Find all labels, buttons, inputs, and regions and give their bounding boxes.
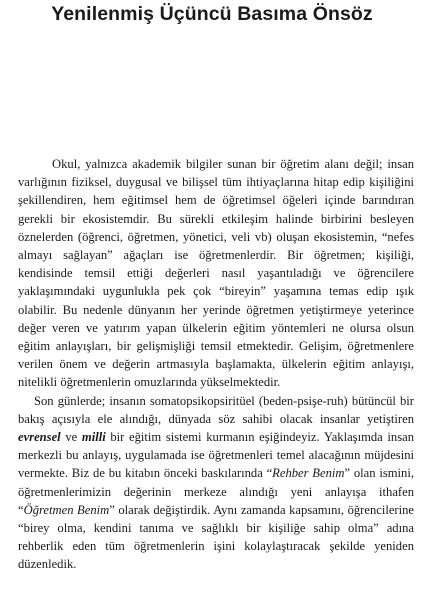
emphasis-milli: milli bbox=[81, 430, 106, 445]
paragraph-2-text: bir eğitim sistemi kurmanın eşiğindeyiz. Yaklaşımda insan merkezli bu anlayış, uygulamada ise öğretmenleri temel alacağının müjdesini vermekte. Biz de bu kitabın önceki baskılarında “ bbox=[18, 430, 415, 481]
preface-body bbox=[18, 155, 414, 574]
paragraph-2-text: Son günlerde; insanın somatopsikopsiritüel (beden-psişe-ruh) bütüncül bir bakış açısıyla ele alındığı, dünyada söz sahibi olacak insanlar yetiştiren bbox=[18, 393, 414, 426]
paragraph-2-text: ve bbox=[60, 430, 82, 445]
paragraph-1: Okul, yalnızca akademik bilgiler sunan bir öğretim alanı değil; insan varlığının fiziksel, duygusal ve bilişsel tüm ihtiyaçlarına hitap edip kişiliğini şekillendiren, hem eğitimsel hem de öğretimsel öğeleri içinde barındıran gerekli bir ekosistemdir. Bu sürekli etkileşim halinde birbirini besleyen öznelerden (öğrenci, öğretmen, yönetici, veli vb) oluşan ekosistemin, “nefes almayı sağlayan” ağaçları ise öğretmenlerdir. Bir öğretmen; kişiliği, kendisinde temsil ettiği değerleri nasıl yaşantıladığı ve öğrencilere yaklaşımındaki uygunlukla pek çok “bireyin” yaşamına temas edip ışık olabilir. Bu nedenle dünyanın her yerinde öğretmen yetiştirmeye yeterince değer veren ve yatırım yapan ülkelerin eğitim yöntemleri ne olursa olsun eğitim anlayışları, bir gelişmişliği temsil etmektedir. Gelişim, öğretmenlere verilen önem ve değerin artmasıyla başlamakta, ülkelerin eğitim anlayışı, nitelikli öğretmenlerin omuzlarında yükselmektedir. bbox=[18, 157, 414, 390]
emphasis-evrensel: evrensel bbox=[18, 430, 61, 445]
book-title-new: Öğretmen Benim bbox=[23, 502, 110, 517]
page-title: Yenilenmiş Üçüncü Basıma Önsöz bbox=[51, 3, 373, 25]
book-title-old: Rehber Benim bbox=[272, 466, 345, 481]
paragraph-2-text: ” olan ismini, öğretmenlerimizin değerinin merkeze alındığı yeni anlayışa ithafen “ bbox=[18, 466, 414, 517]
paragraph-2-text: ” olarak değiştirdik. Aynı zamanda kapsamını, öğrencilerine “birey olma, kendini tanıma ve sağlıklı bir kişiliğe sahip olma” adına rehberlik eden tüm öğretmenlerin işini kolaylaştıracak şekilde yeniden düzenledik. bbox=[18, 502, 415, 572]
paragraph-2 bbox=[18, 392, 414, 574]
